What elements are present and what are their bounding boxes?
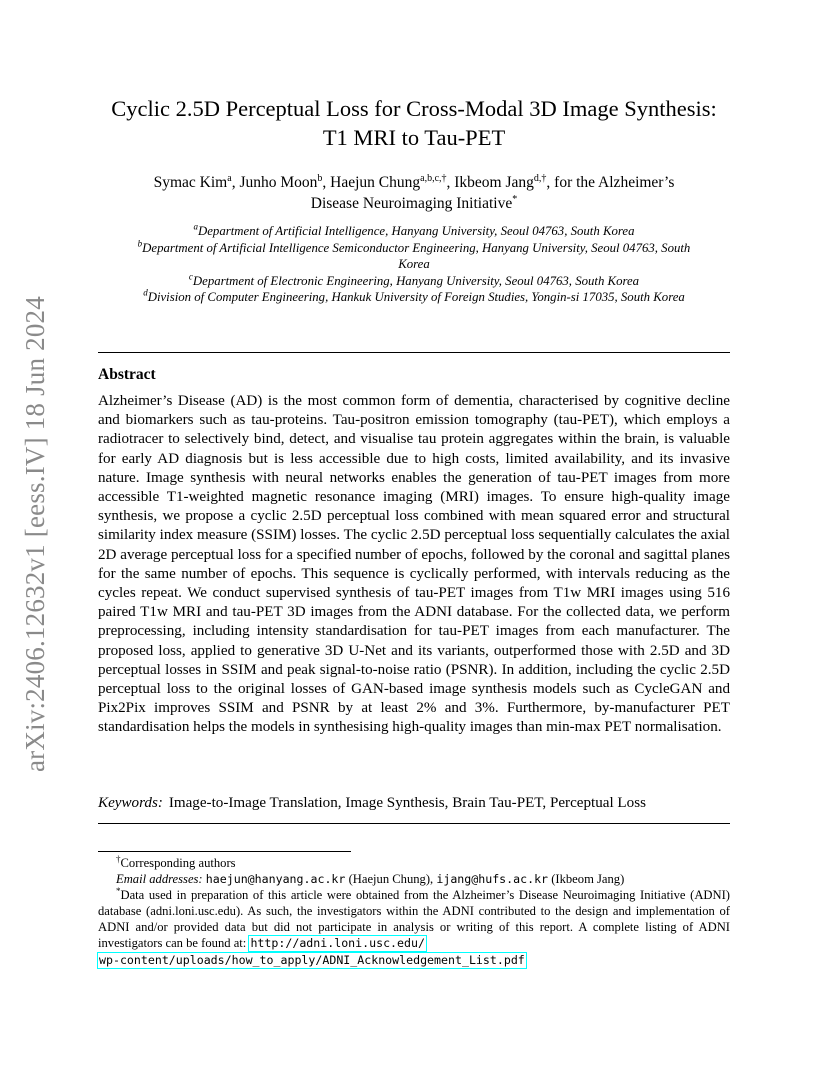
adni-list-link-part-1[interactable]: http://adni.loni.usc.edu/ <box>250 936 425 950</box>
footnote-emails: Email addresses: haejun@hanyang.ac.kr (Haejun Chung), ijang@hufs.ac.kr (Ikbeom Jang) <box>116 872 625 886</box>
author-line-1: Symac Kim$^a$, Junho Moon$^b$, Haejun Chung$^{a,b,c,\dagger}$, Ikbeom Jang$^{d,\dagger}$, for the Alzheimer’s <box>153 172 675 191</box>
author-name: Haejun Chung <box>330 174 421 191</box>
author-affil-mark: a <box>227 172 232 184</box>
keywords-line <box>98 794 730 813</box>
paper-title <box>98 94 730 152</box>
author-name: Ikbeom Jang <box>454 174 534 191</box>
title-line-1: Cyclic 2.5D Perceptual Loss for Cross-Modal 3D Image Synthesis: <box>111 96 717 121</box>
footnotes <box>98 855 730 968</box>
author-name: Junho Moon <box>239 174 318 191</box>
author-name: Symac Kim <box>153 174 228 191</box>
author-affil-mark: b <box>317 172 323 184</box>
keywords-label: Keywords: <box>98 795 163 811</box>
author-footnote-mark: * <box>512 193 518 205</box>
footnote-rule <box>98 851 351 852</box>
footnote-adni-url-line <box>98 952 730 968</box>
abstract-bottom-rule <box>98 823 730 824</box>
affiliation-a: $^a$Department of Artificial Intelligence, Hanyang University, Seoul 04763, South Korea <box>193 221 635 238</box>
author-affil-mark: d,† <box>533 172 547 184</box>
affiliation-c: $^c$Department of Electronic Engineering, Hanyang University, Seoul 04763, South Korea <box>188 271 640 288</box>
author-affil-mark: a,b,c,† <box>420 172 447 184</box>
affiliation-b: $^b$Department of Artificial Intelligence Semiconductor Engineering, Hanyang University, Seoul 04763, South <box>137 238 691 255</box>
affiliation-list <box>98 223 730 306</box>
title-line-2: T1 MRI to Tau-PET <box>322 125 506 150</box>
affiliation-d: $^d$Division of Computer Engineering, Hankuk University of Foreign Studies, Yongin-si 17035, South Korea <box>143 287 685 304</box>
footnote-adni: *Data used in preparation of this article were obtained from the Alzheimer’s Disease Neuroimaging Initiative (ADNI) database (adni.loni.usc.edu). As such, the investigators within the ADNI contributed to the design and implementation of ADNI and/or provided data but did not participate in analysis or writing of this report. A complete listing of ADNI investigators can be found at: http://adni.loni.usc.edu/ <box>98 885 730 950</box>
keywords-text: Image-to-Image Translation, Image Synthesis, Brain Tau-PET, Perceptual Loss <box>168 795 646 811</box>
email-address-2[interactable]: ijang@hufs.ac.kr <box>436 872 549 886</box>
arxiv-identifier-stamp[interactable]: arXiv:2406.12632v1 [eess.IV] 18 Jun 2024 <box>20 296 50 772</box>
author-consortium: Disease Neuroimaging Initiative <box>310 195 513 212</box>
affiliation-b-cont: Korea <box>398 257 430 271</box>
email-address-1[interactable]: haejun@hanyang.ac.kr <box>205 872 346 886</box>
abstract-top-rule <box>98 352 730 353</box>
abstract-heading: Abstract <box>98 366 156 383</box>
author-list <box>98 172 730 214</box>
author-line-2 <box>98 193 730 214</box>
email-label: Email addresses: <box>116 872 203 886</box>
footnote-corresponding: †Corresponding authors <box>116 853 236 870</box>
author-consortium: for the Alzheimer’s <box>554 174 675 191</box>
adni-list-link-part-2[interactable]: wp-content/uploads/how_to_apply/ADNI_Acknowledgement_List.pdf <box>99 953 525 967</box>
abstract-text: Alzheimer’s Disease (AD) is the most common form of dementia, characterised by cognitive decline and biomarkers such as tau-proteins. Tau-positron emission tomography (tau-PET), which employs a radiotracer to selectively bind, detect, and visualise tau protein aggregates within the brain, is valuable for early AD diagnosis but is less accessible due to high costs, limited availability, and its invasive nature. Image synthesis with neural networks enables the generation of tau-PET images from more accessible T1-weighted magnetic resonance imaging (MRI) images. To ensure high-quality image synthesis, we propose a cyclic 2.5D perceptual loss combined with mean squared error and structural similarity index measure (SSIM) losses. The cyclic 2.5D perceptual loss sequentially calculates the axial 2D average perceptual loss for a specified number of epochs, followed by the coronal and sagittal planes for the same number of epochs. This sequence is cyclically performed, with intervals reducing as the cycles repeat. We conduct supervised synthesis of tau-PET images from T1w MRI images using 516 paired T1w MRI and tau-PET 3D images from the ADNI database. For the collected data, we perform preprocessing, including intensity standardisation for tau-PET images from each manufacturer. The proposed loss, applied to generative 3D U-Net and its variants, outperformed those with 2.5D and 3D perceptual losses in SSIM and peak signal-to-noise ratio (PSNR). In addition, including the cyclic 2.5D perceptual loss to the original losses of GAN-based image synthesis models such as CycleGAN and Pix2Pix improves SSIM and PSNR by at least 2% and 3%. Furthermore, by-manufacturer PET standardisation helps the models in synthesising high-quality images than min-max PET normalisation. <box>98 393 730 736</box>
